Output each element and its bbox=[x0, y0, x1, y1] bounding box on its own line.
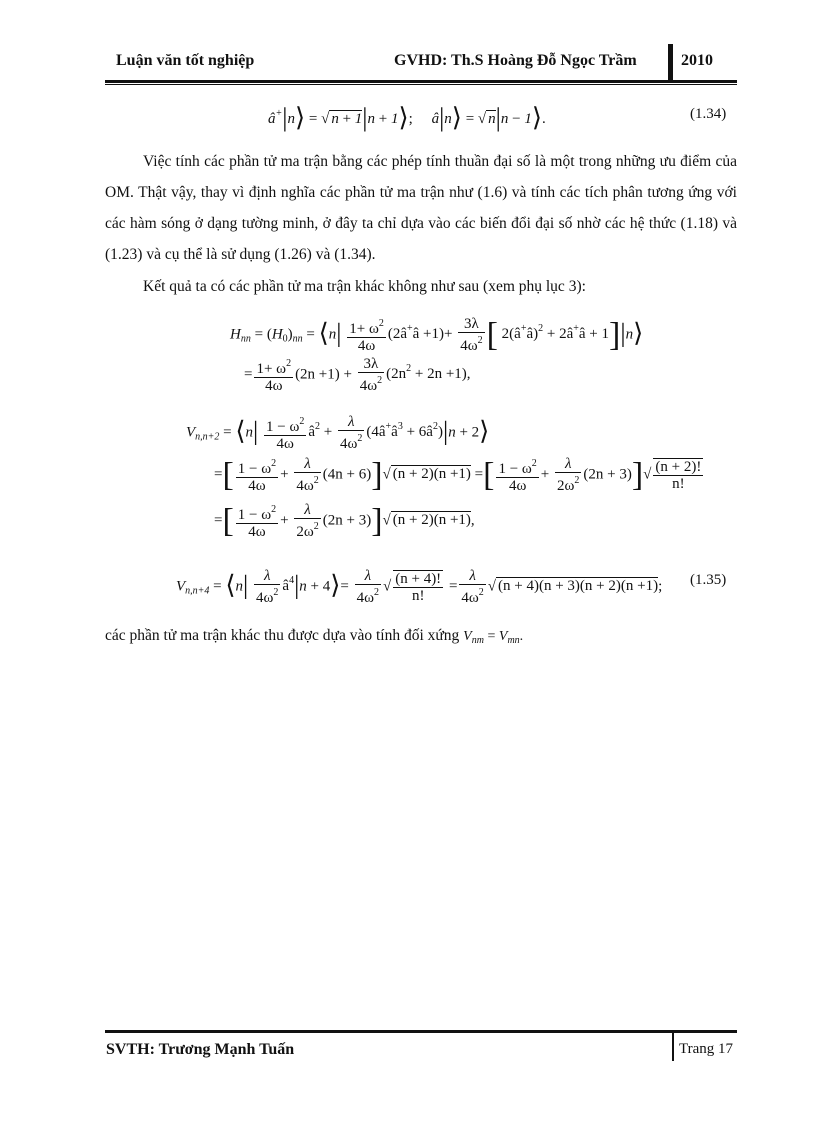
header-separator bbox=[668, 44, 673, 80]
equation-h-nn-line2: = $\frac{1+ \omega^2}{4\omega}$ (2n +1) + $\frac{3\lambda}{4\omega^2}$ $(2n^2 + 2n +1)$, bbox=[244, 356, 471, 394]
equation-h-nn-line1: $H_{nn} = (H_0)_{nn}$ = ⟨n| $\frac{1+ \omega^2}{4\omega}$ (2â+â +1)+ $\frac{3\lambda}{4\omega^2}$ [ 2(â+â)$^2$ + 2â+â + 1]|n⟩ bbox=[230, 316, 644, 354]
equation-number-1-34: (1.34) bbox=[690, 106, 727, 122]
footer-student: SVTH: Trương Mạnh Tuấn bbox=[106, 1041, 295, 1058]
footer-rule bbox=[105, 1030, 737, 1033]
paragraph-symmetry bbox=[105, 620, 523, 656]
page-header bbox=[116, 52, 736, 82]
equation-v-n-n2-line3: =[ $\frac{1 - \omega^2}{4\omega}$ + $\frac{\lambda}{2\omega^2}$ (2n + 3)]√ (n + 2)(n +1), bbox=[214, 502, 475, 540]
paragraph-om-advantage: Việc tính các phần tử ma trận bằng các phép tính thuần đại số là một trong những ưu điểm của OM. Thật vậy, thay vì định nghĩa các phần tử ma trận như (1.6) và tính các tích phân tương ứng với các hàm sóng ở dạng tường minh, ở đây ta chỉ dựa vào các biến đổi đại số nhờ các hệ thức (1.18) và (1.23) và cụ thể là sử dụng (1.26) và (1.34). bbox=[105, 153, 737, 263]
equation-number-1-35: (1.35) bbox=[690, 572, 727, 588]
header-rule-thin bbox=[105, 84, 737, 85]
footer-page-number: Trang 17 bbox=[679, 1041, 734, 1057]
paragraph-symmetry-text: các phần tử ma trận khác thu được dựa vào tính đối xứng bbox=[105, 627, 460, 644]
header-thesis-title: Luận văn tốt nghiệp bbox=[116, 52, 255, 69]
header-advisor: GVHD: Th.S Hoàng Đỗ Ngọc Trầm bbox=[394, 52, 637, 69]
equation-1-34: â+|n⟩ = √ n + 1|n + 1⟩; â|n⟩ = √ n|n − 1⟩. bbox=[268, 103, 546, 132]
equation-v-n-n2-line2: =[ $\frac{1 - \omega^2}{4\omega}$ + $\frac{\lambda}{4\omega^2}$ (4n + 6)]√ (n + 2)(n +1) =[ $\frac{1 - \omega^2}{4\omega}$ + $\frac{\lambda}{2\omega^2}$ (2n + 3)]√ $\frac{(n + 2)!}{n!}$ bbox=[214, 456, 702, 494]
equation-1-35: $V_{n,n+4}$ = ⟨n| $\frac{\lambda}{4\omega^2}$ $â^4|n$ + 4⟩= $\frac{\lambda}{4\omega^2}$ √ $\frac{(n + 4)!}{n!}$ = $\frac{\lambda}{4\omega^2}$ √ (n + 4)(n + 3)(n + 2)(n +1); bbox=[176, 568, 663, 606]
header-rule bbox=[105, 80, 737, 83]
equation-v-n-n2-line1: $V_{n,n+2}$ = ⟨n| $\frac{1 - \omega^2}{4\omega}$ $â^2$ + $\frac{\lambda}{4\omega^2}$ ($4â^+â^3$ + $6â^2)|n$ + 2⟩ bbox=[186, 414, 490, 452]
footer-separator bbox=[672, 1033, 674, 1061]
paragraph-results-intro: Kết quả ta có các phần tử ma trận khác không như sau (xem phụ lục 3): bbox=[143, 278, 586, 295]
header-year: 2010 bbox=[681, 52, 713, 69]
equation-symmetry: $V_{nm} = V_{mn}$. bbox=[463, 629, 524, 646]
